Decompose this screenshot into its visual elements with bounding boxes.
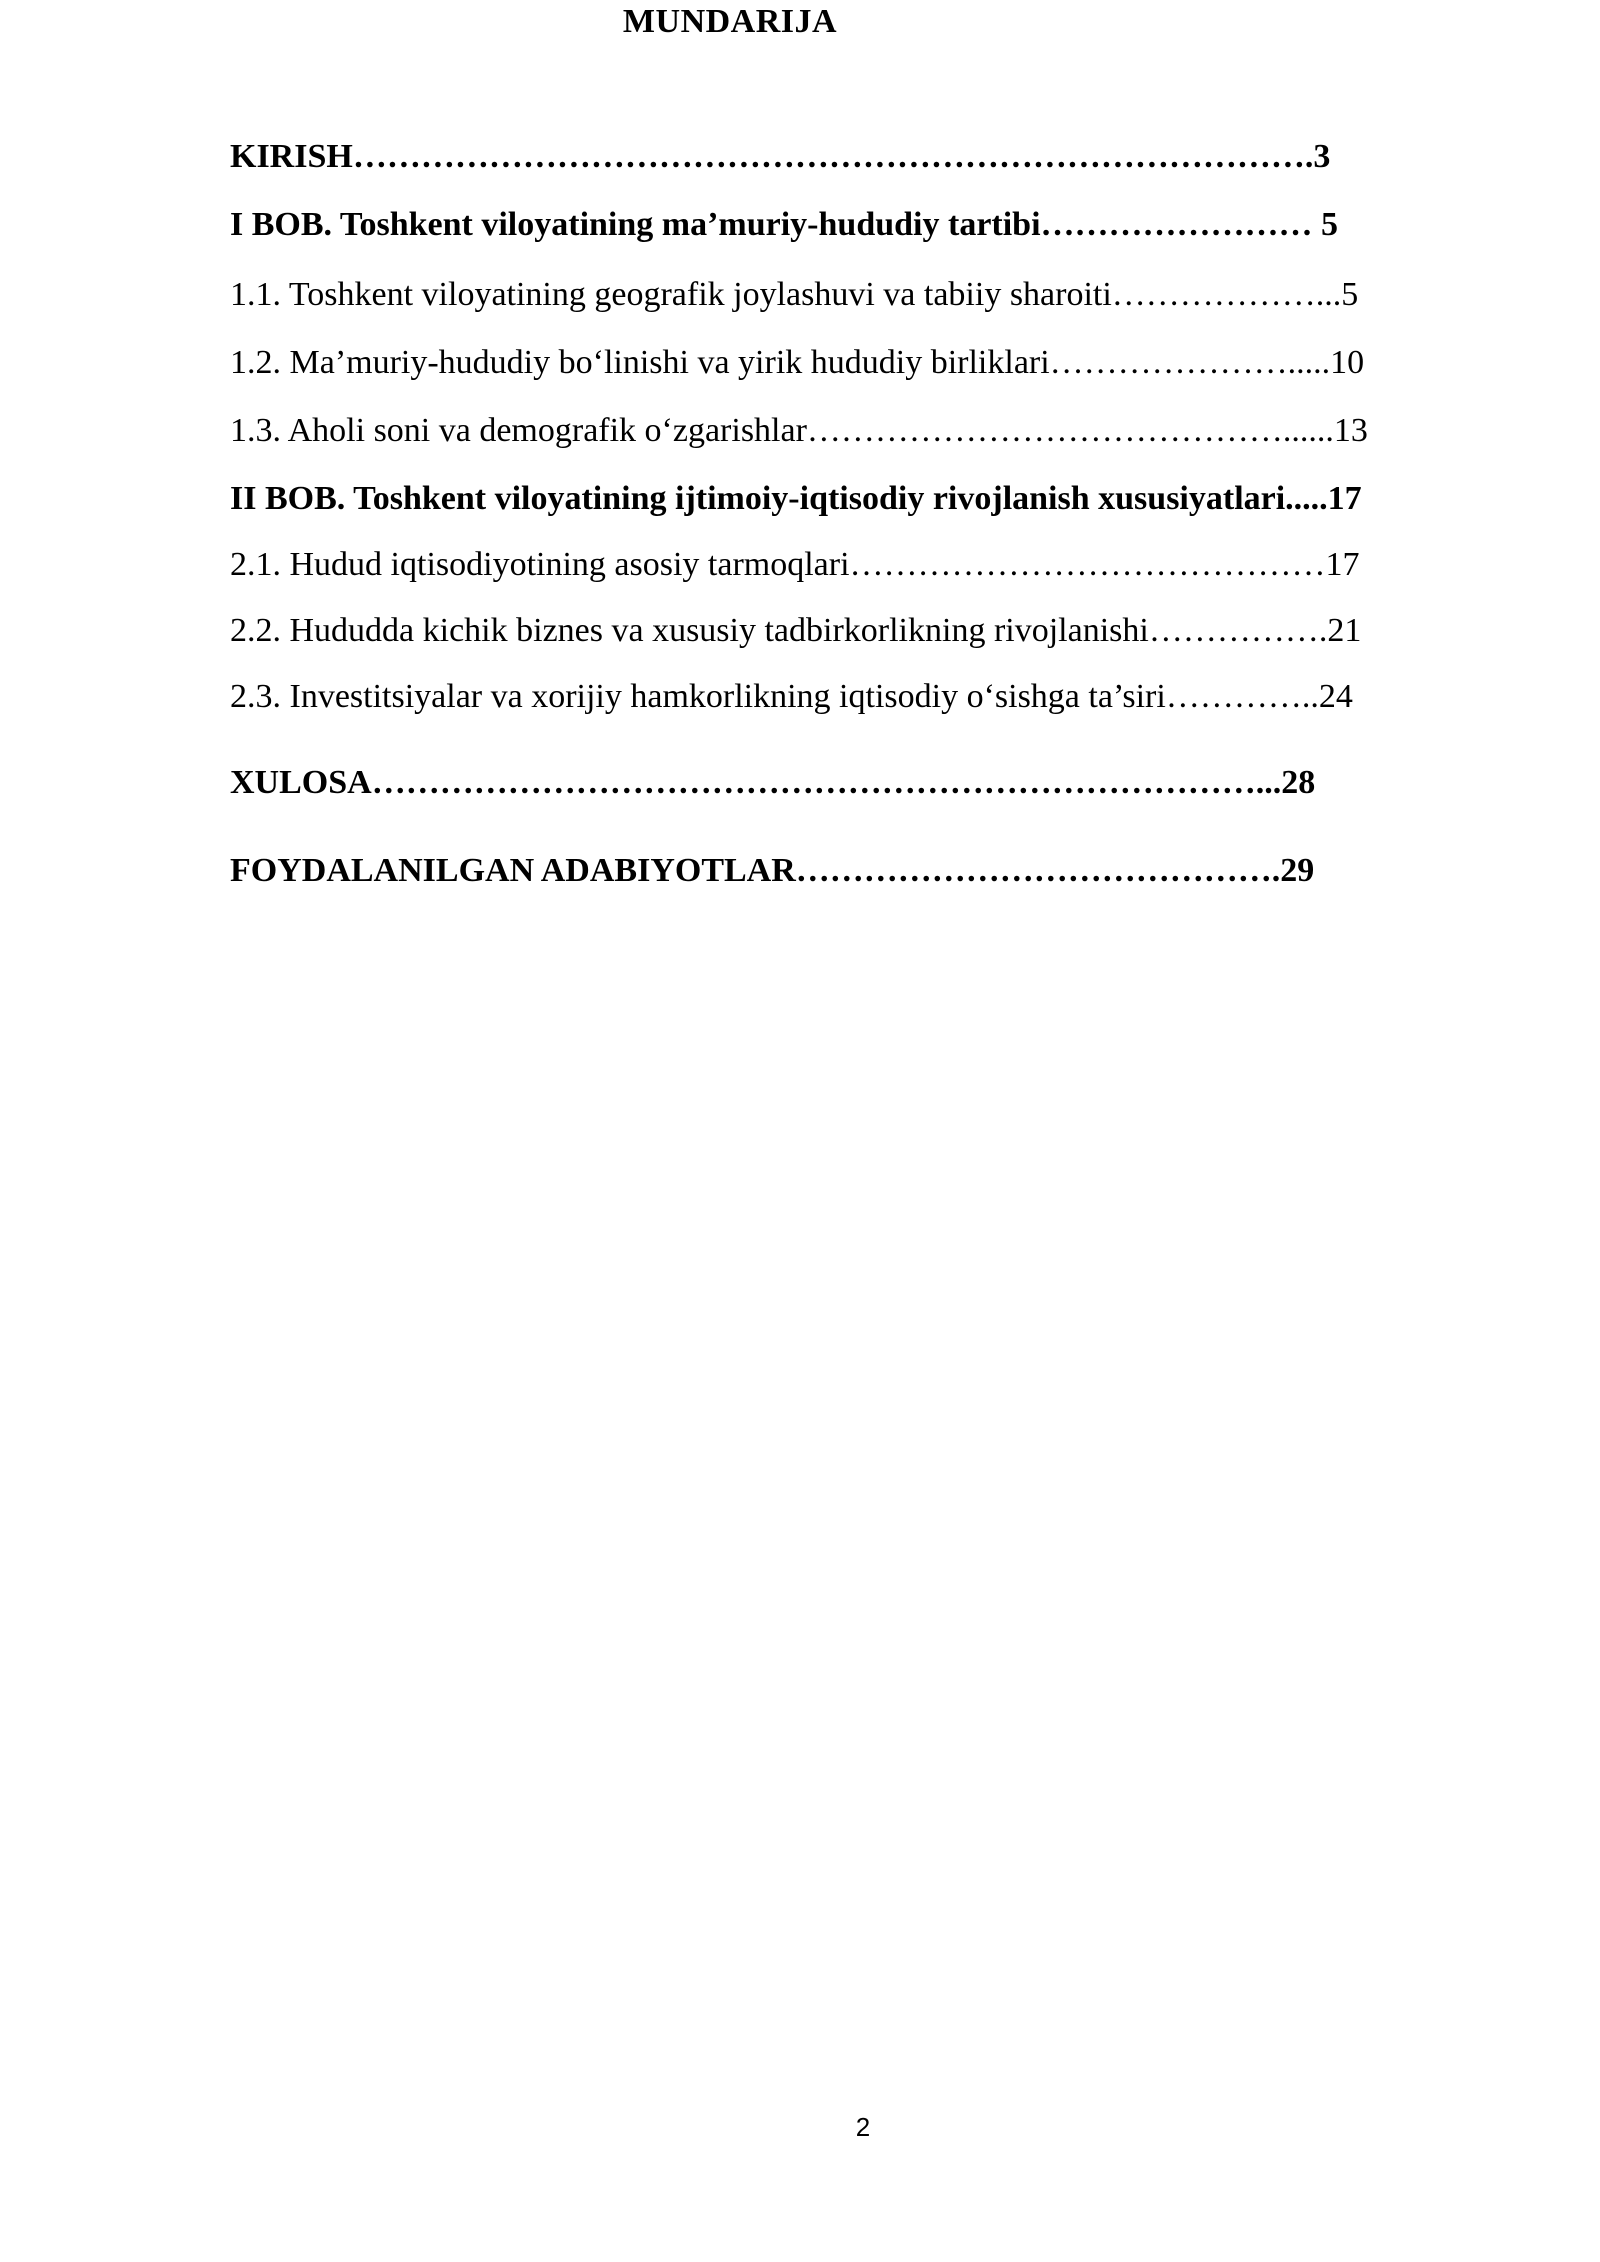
toc-entry-section-2-2[interactable]: 2.2. Hududda kichik biznes va xususiy tadbirkorlikning rivojlanishi…………….21 bbox=[230, 612, 1362, 649]
toc-entry-chapter-2[interactable]: II BOB. Toshkent viloyatining ijtimoiy-iqtisodiy rivojlanish xususiyatlari.....17 bbox=[230, 480, 1362, 517]
toc-entry-bibliography[interactable]: FOYDALANILGAN ADABIYOTLAR…………………………………….29 bbox=[230, 852, 1315, 889]
toc-entry-section-2-1[interactable]: 2.1. Hudud iqtisodiyotining asosiy tarmoqlari……………………………………17 bbox=[230, 546, 1360, 583]
toc-entry-chapter-1[interactable]: I BOB. Toshkent viloyatining ma’muriy-hududiy tartibi…………………… 5 bbox=[230, 206, 1339, 243]
toc-entry-section-1-3[interactable]: 1.3. Aholi soni va demografik o‘zgarishlar……………………………………......13 bbox=[230, 412, 1368, 449]
page-title: MUNDARIJA bbox=[622, 3, 838, 40]
toc-entry-section-1-1[interactable]: 1.1. Toshkent viloyatining geografik joylashuvi va tabiiy sharoiti………………...5 bbox=[230, 276, 1359, 313]
toc-entry-section-2-3[interactable]: 2.3. Investitsiyalar va xorijiy hamkorlikning iqtisodiy o‘sishga ta’siri…………..24 bbox=[230, 678, 1353, 715]
toc-entry-kirish[interactable]: KIRISH………………………………………………………………………….3 bbox=[230, 138, 1331, 175]
toc-entry-xulosa[interactable]: XULOSA……………………………………………………………………...28 bbox=[230, 764, 1316, 801]
table-of-contents bbox=[230, 134, 1492, 894]
page-number: 2 bbox=[855, 2112, 871, 2142]
toc-entry-section-1-2[interactable]: 1.2. Ma’muriy-hududiy bo‘linishi va yirik hududiy birliklari………………….....10 bbox=[230, 344, 1365, 381]
